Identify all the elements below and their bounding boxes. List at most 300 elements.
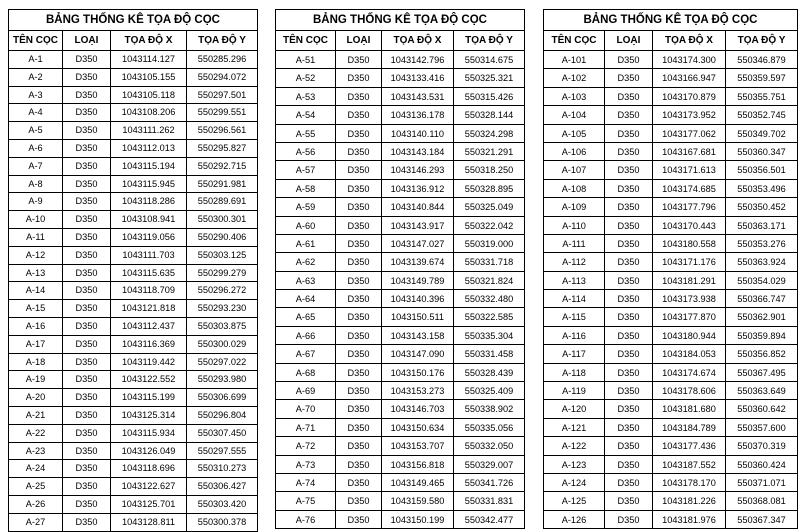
coord-x-cell: 1043133.416 (382, 69, 454, 86)
type-cell: D350 (336, 400, 382, 417)
coord-y-cell: 550335.056 (464, 422, 514, 433)
coord-x-cell: 1043143.917 (382, 217, 454, 234)
coord-y-cell: 550300.029 (197, 338, 247, 349)
coord-y-cell: 550349.702 (737, 128, 786, 139)
pile-name-cell: A-3 (9, 87, 63, 104)
pile-name-cell: A-57 (276, 161, 336, 178)
table-row (544, 437, 797, 455)
coord-y-cell: 550360.424 (737, 459, 786, 470)
table-row (276, 456, 524, 474)
table-row (544, 474, 797, 492)
coord-x-cell: 1043126.049 (111, 443, 187, 460)
pile-name-cell: A-7 (9, 158, 63, 175)
pile-name-cell: A-70 (276, 400, 336, 417)
coord-x-cell: 1043112.437 (111, 318, 187, 335)
table-row (544, 382, 797, 400)
table-row (544, 308, 797, 326)
table-row (9, 176, 257, 194)
table-row (544, 290, 797, 308)
coord-y-cell: 550363.649 (737, 386, 786, 397)
pile-name-cell: A-54 (276, 106, 336, 123)
type-cell: D350 (605, 180, 653, 197)
coord-y-cell: 550294.072 (197, 71, 247, 82)
type-cell: D350 (605, 198, 653, 215)
coord-y-cell: 550321.824 (464, 275, 514, 286)
coord-x-cell: 1043167.681 (653, 143, 726, 160)
pile-name-cell: A-20 (9, 389, 63, 406)
pile-name-cell: A-108 (544, 180, 605, 197)
pile-name-cell: A-76 (276, 511, 336, 528)
coord-y-cell: 550322.585 (464, 312, 514, 323)
table-body (9, 51, 257, 532)
pile-name-cell: A-69 (276, 382, 336, 399)
pile-name-cell: A-101 (544, 51, 605, 68)
coord-x-cell: 1043173.952 (653, 106, 726, 123)
coord-x-cell: 1043116.369 (111, 336, 187, 353)
coord-x-cell: 1043153.707 (382, 437, 454, 454)
coord-x-cell: 1043115.199 (111, 389, 187, 406)
coord-x-cell: 1043115.635 (111, 265, 187, 282)
type-cell: D350 (63, 282, 111, 299)
pile-name-cell: A-63 (276, 272, 336, 289)
coord-x-cell: 1043115.934 (111, 425, 187, 442)
type-cell: D350 (605, 272, 653, 289)
type-cell: D350 (63, 425, 111, 442)
table-row (9, 265, 257, 283)
type-cell: D350 (63, 443, 111, 460)
coord-y-cell: 550355.751 (737, 91, 786, 102)
pile-name-cell: A-21 (9, 407, 63, 424)
pile-name-cell: A-58 (276, 180, 336, 197)
table-row (276, 69, 524, 87)
type-cell: D350 (605, 161, 653, 178)
pile-name-cell: A-51 (276, 51, 336, 68)
table-row (9, 247, 257, 265)
coord-y-cell: 550303.125 (197, 249, 247, 260)
coord-y-cell: 550331.831 (464, 496, 514, 507)
coord-y-cell: 550353.276 (737, 238, 786, 249)
table-row (276, 51, 524, 69)
coord-y-cell: 550332.050 (464, 441, 514, 452)
coord-y-cell: 550324.298 (464, 128, 514, 139)
pile-name-cell: A-104 (544, 106, 605, 123)
type-cell: D350 (605, 143, 653, 160)
pile-name-cell: A-19 (9, 371, 63, 388)
type-cell: D350 (63, 51, 111, 68)
coord-x-cell: 1043170.879 (653, 88, 726, 105)
coord-x-cell: 1043171.613 (653, 161, 726, 178)
table-row (9, 69, 257, 87)
coord-x-cell: 1043149.465 (382, 474, 454, 491)
coord-x-cell: 1043177.870 (653, 308, 726, 325)
table-row (544, 69, 797, 87)
coord-x-cell: 1043147.090 (382, 345, 454, 362)
coord-y-cell: 550368.081 (737, 496, 786, 507)
coord-y-cell: 550299.279 (197, 267, 247, 278)
table-row (544, 235, 797, 253)
table-row (276, 272, 524, 290)
coord-y-cell: 550325.049 (464, 202, 514, 213)
coord-y-cell: 550297.022 (197, 356, 247, 367)
coord-x-cell: 1043159.580 (382, 492, 454, 509)
coord-y-cell: 550293.230 (197, 303, 247, 314)
table-row (276, 143, 524, 161)
pile-name-cell: A-60 (276, 217, 336, 234)
table-row (276, 419, 524, 437)
table-header (544, 31, 797, 51)
pile-name-cell: A-114 (544, 290, 605, 307)
coord-y-cell: 550300.378 (197, 516, 247, 527)
table-row (544, 180, 797, 198)
table-row (9, 104, 257, 122)
pile-name-cell: A-111 (544, 235, 605, 252)
type-cell: D350 (336, 492, 382, 509)
type-cell: D350 (63, 69, 111, 86)
pile-name-cell: A-64 (276, 290, 336, 307)
pile-name-cell: A-2 (9, 69, 63, 86)
table-row (276, 308, 524, 326)
table-title: BẢNG THỐNG KÊ TỌA ĐỘ CỌC (544, 10, 797, 31)
coord-x-cell: 1043121.818 (111, 300, 187, 317)
type-cell: D350 (63, 514, 111, 531)
coord-x-cell: 1043171.176 (653, 253, 726, 270)
pile-name-cell: A-65 (276, 308, 336, 325)
pile-name-cell: A-119 (544, 382, 605, 399)
table-row (276, 327, 524, 345)
table-row (276, 492, 524, 510)
type-cell: D350 (336, 235, 382, 252)
table-row (544, 253, 797, 271)
coord-y-cell: 550359.894 (737, 330, 786, 341)
pile-name-cell: A-8 (9, 176, 63, 193)
type-cell: D350 (63, 104, 111, 121)
coord-y-cell: 550310.273 (197, 463, 247, 474)
pile-name-cell: A-107 (544, 161, 605, 178)
pile-name-cell: A-117 (544, 345, 605, 362)
coord-y-cell: 550354.029 (737, 275, 786, 286)
coord-x-cell: 1043180.558 (653, 235, 726, 252)
pile-name-cell: A-124 (544, 474, 605, 491)
pile-name-cell: A-16 (9, 318, 63, 335)
table-row (276, 364, 524, 382)
table-header (276, 31, 524, 51)
table-row (276, 161, 524, 179)
type-cell: D350 (605, 253, 653, 270)
header-coord-y: TỌA ĐỘ Y (465, 35, 513, 46)
table-row (544, 106, 797, 124)
type-cell: D350 (336, 327, 382, 344)
coord-x-cell: 1043184.053 (653, 345, 726, 362)
coord-x-cell: 1043173.938 (653, 290, 726, 307)
pile-name-cell: A-120 (544, 400, 605, 417)
coord-x-cell: 1043153.273 (382, 382, 454, 399)
table-row (9, 336, 257, 354)
coord-x-cell: 1043115.194 (111, 158, 187, 175)
pile-name-cell: A-74 (276, 474, 336, 491)
table-row (544, 217, 797, 235)
coord-y-cell: 550303.420 (197, 498, 247, 509)
coord-y-cell: 550346.879 (737, 55, 786, 65)
table-row (9, 122, 257, 140)
coord-x-cell: 1043150.634 (382, 419, 454, 436)
coord-x-cell: 1043174.685 (653, 180, 726, 197)
coord-y-cell: 550292.715 (197, 160, 247, 171)
table-row (276, 180, 524, 198)
pile-name-cell: A-59 (276, 198, 336, 215)
coord-y-cell: 550300.301 (197, 214, 247, 225)
coord-y-cell: 550315.426 (464, 91, 514, 102)
table-row (276, 106, 524, 124)
type-cell: D350 (336, 290, 382, 307)
type-cell: D350 (605, 51, 653, 68)
pile-name-cell: A-6 (9, 140, 63, 157)
pile-coordinate-table-1 (8, 9, 258, 532)
coord-y-cell: 550328.144 (464, 110, 514, 121)
type-cell: D350 (63, 300, 111, 317)
coord-x-cell: 1043166.947 (653, 69, 726, 86)
type-cell: D350 (336, 69, 382, 86)
type-cell: D350 (336, 382, 382, 399)
table-row (276, 253, 524, 271)
coord-y-cell: 550350.452 (737, 202, 786, 213)
coord-x-cell: 1043118.696 (111, 460, 187, 477)
table-row (9, 443, 257, 461)
coord-x-cell: 1043114.127 (111, 51, 187, 68)
coord-x-cell: 1043140.844 (382, 198, 454, 215)
table-row (9, 514, 257, 532)
pile-name-cell: A-13 (9, 265, 63, 282)
coord-x-cell: 1043149.789 (382, 272, 454, 289)
table-title: BẢNG THỐNG KÊ TỌA ĐỘ CỌC (9, 10, 257, 31)
coord-x-cell: 1043136.178 (382, 106, 454, 123)
pile-name-cell: A-102 (544, 69, 605, 86)
type-cell: D350 (63, 371, 111, 388)
table-row (9, 318, 257, 336)
pile-name-cell: A-115 (544, 308, 605, 325)
coord-x-cell: 1043105.155 (111, 69, 187, 86)
coord-y-cell: 550318.250 (464, 165, 514, 176)
pile-name-cell: A-1 (9, 51, 63, 68)
pile-name-cell: A-17 (9, 336, 63, 353)
type-cell: D350 (63, 407, 111, 424)
coord-x-cell: 1043125.701 (111, 496, 187, 513)
coord-x-cell: 1043111.703 (111, 247, 187, 264)
coord-x-cell: 1043111.262 (111, 122, 187, 139)
type-cell: D350 (63, 140, 111, 157)
coord-y-cell: 550338.902 (464, 404, 514, 415)
type-cell: D350 (605, 69, 653, 86)
pile-name-cell: A-75 (276, 492, 336, 509)
coord-y-cell: 550335.304 (464, 330, 514, 341)
coord-y-cell: 550322.042 (464, 220, 514, 231)
coord-x-cell: 1043136.912 (382, 180, 454, 197)
pile-name-cell: A-125 (544, 492, 605, 509)
pile-name-cell: A-105 (544, 125, 605, 142)
pile-name-cell: A-103 (544, 88, 605, 105)
coord-y-cell: 550314.675 (464, 55, 514, 65)
header-pile-name: TÊN CỌC (544, 31, 605, 50)
type-cell: D350 (336, 437, 382, 454)
pile-name-cell: A-122 (544, 437, 605, 454)
pile-name-cell: A-11 (9, 229, 63, 246)
type-cell: D350 (336, 364, 382, 381)
coord-y-cell: 550295.827 (197, 142, 247, 153)
coord-y-cell: 550331.458 (464, 349, 514, 360)
coord-y-cell: 550290.406 (197, 231, 247, 242)
coord-x-cell: 1043181.976 (653, 511, 726, 528)
type-cell: D350 (605, 456, 653, 473)
table-row (9, 425, 257, 443)
type-cell: D350 (336, 419, 382, 436)
coord-x-cell: 1043122.552 (111, 371, 187, 388)
pile-name-cell: A-26 (9, 496, 63, 513)
table-row (9, 496, 257, 514)
type-cell: D350 (336, 198, 382, 215)
coord-x-cell: 1043177.436 (653, 437, 726, 454)
table-row (9, 87, 257, 105)
coord-y-cell: 550329.007 (464, 459, 514, 470)
table-row (276, 474, 524, 492)
type-cell: D350 (63, 247, 111, 264)
table-row (276, 400, 524, 418)
coord-x-cell: 1043143.158 (382, 327, 454, 344)
pile-name-cell: A-109 (544, 198, 605, 215)
pile-name-cell: A-18 (9, 354, 63, 371)
table-title: BẢNG THỐNG KÊ TỌA ĐỘ CỌC (276, 10, 524, 31)
type-cell: D350 (605, 419, 653, 436)
type-cell: D350 (605, 511, 653, 528)
pile-name-cell: A-71 (276, 419, 336, 436)
table-row (9, 300, 257, 318)
type-cell: D350 (605, 106, 653, 123)
type-cell: D350 (336, 217, 382, 234)
table-row (544, 198, 797, 216)
coord-x-cell: 1043177.796 (653, 198, 726, 215)
coord-x-cell: 1043119.056 (111, 229, 187, 246)
coord-x-cell: 1043115.945 (111, 176, 187, 193)
type-cell: D350 (63, 460, 111, 477)
type-cell: D350 (605, 364, 653, 381)
type-cell: D350 (605, 217, 653, 234)
type-cell: D350 (336, 180, 382, 197)
type-cell: D350 (605, 400, 653, 417)
header-pile-name: TÊN CỌC (9, 31, 63, 50)
type-cell: D350 (336, 272, 382, 289)
table-row (276, 511, 524, 529)
coord-y-cell: 550306.427 (197, 481, 247, 492)
table-row (544, 364, 797, 382)
pile-name-cell: A-22 (9, 425, 63, 442)
coord-y-cell: 550371.071 (737, 477, 786, 488)
header-coord-x: TỌA ĐỘ X (111, 31, 187, 50)
table-row (9, 140, 257, 158)
pile-name-cell: A-10 (9, 211, 63, 228)
coord-y-cell: 550328.439 (464, 367, 514, 378)
table-row (544, 492, 797, 510)
pile-name-cell: A-23 (9, 443, 63, 460)
pile-name-cell: A-66 (276, 327, 336, 344)
pile-name-cell: A-67 (276, 345, 336, 362)
coord-x-cell: 1043122.627 (111, 478, 187, 495)
table-row (9, 389, 257, 407)
coord-y-cell: 550296.561 (197, 125, 247, 136)
pile-name-cell: A-68 (276, 364, 336, 381)
coord-y-cell: 550367.495 (737, 367, 786, 378)
type-cell: D350 (63, 193, 111, 210)
coord-x-cell: 1043108.206 (111, 104, 187, 121)
coord-y-cell: 550353.496 (737, 183, 786, 194)
coord-x-cell: 1043146.703 (382, 400, 454, 417)
pile-name-cell: A-72 (276, 437, 336, 454)
coord-x-cell: 1043150.511 (382, 308, 454, 325)
coord-x-cell: 1043128.811 (111, 514, 187, 531)
table-body (276, 51, 524, 529)
coord-x-cell: 1043142.796 (382, 51, 454, 68)
coord-y-cell: 550342.477 (464, 514, 514, 525)
coord-y-cell: 550319.000 (464, 238, 514, 249)
header-coord-y: TỌA ĐỘ Y (737, 35, 786, 46)
type-cell: D350 (605, 492, 653, 509)
coord-x-cell: 1043187.552 (653, 456, 726, 473)
coord-y-cell: 550367.347 (737, 514, 786, 525)
coord-x-cell: 1043143.184 (382, 143, 454, 160)
coord-x-cell: 1043177.062 (653, 125, 726, 142)
coord-x-cell: 1043143.531 (382, 88, 454, 105)
pile-coordinate-table-3 (543, 9, 798, 529)
table-row (544, 88, 797, 106)
table-row (544, 345, 797, 363)
type-cell: D350 (336, 106, 382, 123)
coord-y-cell: 550332.480 (464, 294, 514, 305)
table-row (276, 88, 524, 106)
table-row (544, 511, 797, 529)
type-cell: D350 (336, 308, 382, 325)
coord-y-cell: 550291.981 (197, 178, 247, 189)
type-cell: D350 (63, 265, 111, 282)
pile-name-cell: A-4 (9, 104, 63, 121)
coord-y-cell: 550363.924 (737, 257, 786, 268)
coord-x-cell: 1043181.680 (653, 400, 726, 417)
table-row (9, 460, 257, 478)
header-pile-name: TÊN CỌC (276, 31, 336, 50)
table-row (544, 272, 797, 290)
coord-x-cell: 1043174.300 (653, 51, 726, 68)
type-cell: D350 (336, 125, 382, 142)
coord-x-cell: 1043139.674 (382, 253, 454, 270)
pile-name-cell: A-121 (544, 419, 605, 436)
header-coord-x: TỌA ĐỘ X (653, 31, 726, 50)
type-cell: D350 (336, 345, 382, 362)
header-type: LOẠI (605, 31, 653, 50)
pile-name-cell: A-123 (544, 456, 605, 473)
type-cell: D350 (605, 437, 653, 454)
coord-y-cell: 550341.726 (464, 477, 514, 488)
coord-y-cell: 550299.551 (197, 107, 247, 118)
table-row (276, 345, 524, 363)
pile-name-cell: A-56 (276, 143, 336, 160)
table-row (9, 229, 257, 247)
coord-x-cell: 1043156.818 (382, 456, 454, 473)
type-cell: D350 (63, 87, 111, 104)
coord-x-cell: 1043178.606 (653, 382, 726, 399)
coord-y-cell: 550293.980 (197, 374, 247, 385)
coord-y-cell: 550331.718 (464, 257, 514, 268)
coord-y-cell: 550285.296 (197, 54, 247, 64)
table-row (9, 158, 257, 176)
coord-y-cell: 550357.600 (737, 422, 786, 433)
coord-y-cell: 550307.450 (197, 427, 247, 438)
pile-name-cell: A-112 (544, 253, 605, 270)
